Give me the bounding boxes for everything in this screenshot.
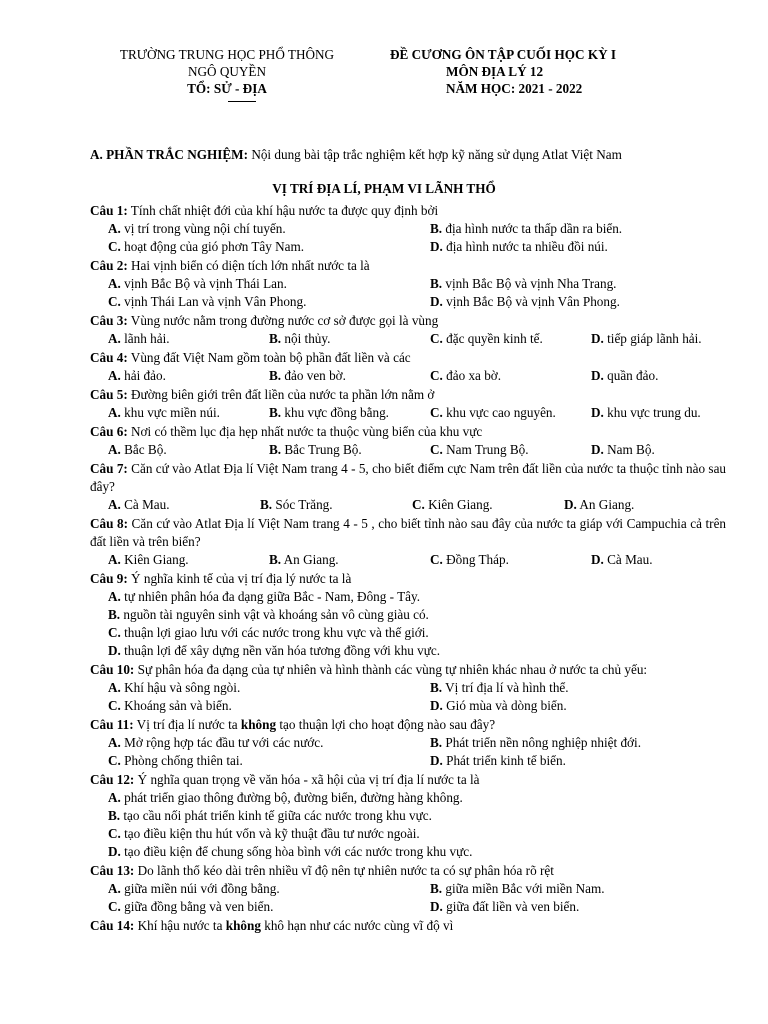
option-text: vịnh Bắc Bộ và vịnh Nha Trang. (442, 276, 617, 291)
option-letter: B. (269, 368, 282, 383)
option-letter: A. (108, 552, 121, 567)
option-text: quần đảo. (603, 368, 659, 383)
option-letter: A. (108, 331, 121, 346)
answer-option (108, 624, 728, 642)
option-text: giữa đất liền và ven biển. (442, 899, 580, 914)
document-title: ĐỀ CƯƠNG ÔN TẬP CUỐI HỌC KỲ I (390, 47, 617, 62)
option-letter: D. (430, 294, 443, 309)
answer-option (430, 238, 730, 256)
school-name-line2: NGÔ QUYỀN (187, 64, 267, 79)
question-number: Câu 7: (90, 461, 128, 476)
answer-option (430, 275, 730, 293)
question-text: Vị trí địa lí nước ta (133, 717, 241, 732)
option-text: Khoáng sản và biển. (120, 698, 232, 713)
section-title: VỊ TRÍ ĐỊA LÍ, PHẠM VI LÃNH THỔ (272, 181, 496, 196)
question-stem (90, 312, 726, 330)
answer-options (90, 551, 726, 569)
answer-option (591, 551, 741, 569)
option-text: tạo điều kiện để chung sống hòa bình với các nước trong khu vực. (120, 844, 473, 859)
option-letter: B. (430, 221, 443, 236)
option-letter: C. (430, 442, 443, 457)
option-text: An Giang. (576, 497, 635, 512)
answer-options (90, 679, 726, 715)
question-stem (90, 862, 726, 880)
option-text: Đồng Tháp. (442, 552, 509, 567)
answer-options (90, 220, 726, 256)
answer-option (430, 441, 591, 459)
answer-option (108, 496, 260, 514)
answer-option (108, 220, 430, 238)
option-text: Mở rộng hợp tác đầu tư với các nước. (120, 735, 324, 750)
answer-options (90, 734, 726, 770)
option-text: địa hình nước ta thấp dần ra biển. (442, 221, 623, 236)
answer-option (430, 752, 730, 770)
answer-option (108, 789, 728, 807)
option-letter: D. (108, 643, 121, 658)
option-text: địa hình nước ta nhiều đồi núi. (442, 239, 608, 254)
answer-option (269, 330, 430, 348)
answer-option (108, 697, 430, 715)
option-letter: C. (430, 405, 443, 420)
answer-option (430, 697, 730, 715)
question-number: Câu 8: (90, 516, 128, 531)
option-letter: C. (412, 497, 425, 512)
question-number: Câu 6: (90, 424, 128, 439)
option-text: vị trí trong vùng nội chí tuyến. (120, 221, 286, 236)
answer-options (90, 496, 726, 514)
question-text: Nơi có thềm lục địa hẹp nhất nước ta thuộc vùng biển của khu vực (127, 424, 483, 439)
answer-option (108, 551, 269, 569)
option-letter: C. (430, 552, 443, 567)
answer-option (591, 404, 741, 422)
answer-option (108, 588, 728, 606)
option-letter: A. (108, 735, 121, 750)
document-header (390, 46, 730, 97)
question-stem (90, 917, 726, 935)
answer-option (591, 330, 741, 348)
option-text: lãnh hải. (120, 331, 170, 346)
subject-title: MÔN ĐỊA LÝ 12 (446, 64, 544, 79)
option-text: Cà Mau. (603, 552, 653, 567)
answer-option (269, 551, 430, 569)
option-letter: A. (108, 881, 121, 896)
answer-options (90, 367, 726, 385)
answer-option (430, 293, 730, 311)
option-letter: C. (430, 368, 443, 383)
answer-option (108, 734, 430, 752)
question-7 (90, 460, 726, 514)
question-stem (90, 570, 726, 588)
option-letter: D. (591, 552, 604, 567)
option-letter: B. (269, 331, 282, 346)
answer-option (430, 404, 591, 422)
question-text: tạo thuận lợi cho hoạt động nào sau đây? (276, 717, 496, 732)
option-text: vịnh Bắc Bộ và vịnh Thái Lan. (120, 276, 287, 291)
option-text: thuận lợi giao lưu với các nước trong khu vực và thế giới. (120, 625, 429, 640)
option-text: đảo ven bờ. (281, 368, 346, 383)
answer-option (108, 642, 728, 660)
answer-option (108, 293, 430, 311)
answer-option (564, 496, 714, 514)
option-letter: C. (108, 899, 121, 914)
option-text: hoạt động của gió phơn Tây Nam. (120, 239, 305, 254)
answer-options (90, 789, 726, 861)
option-letter: A. (108, 221, 121, 236)
question-10 (90, 661, 726, 715)
question-8 (90, 515, 726, 569)
option-letter: D. (591, 442, 604, 457)
answer-option (108, 275, 430, 293)
option-letter: B. (269, 405, 282, 420)
option-letter: C. (108, 826, 121, 841)
option-text: Cà Mau. (120, 497, 170, 512)
question-6 (90, 423, 726, 459)
question-emphasis: không (225, 918, 261, 933)
answer-option (430, 679, 730, 697)
option-text: giữa đồng bằng và ven biển. (120, 899, 274, 914)
option-letter: C. (108, 294, 121, 309)
question-9 (90, 570, 726, 660)
answer-option (108, 898, 430, 916)
answer-option (108, 807, 728, 825)
answer-option (591, 441, 741, 459)
option-letter: A. (108, 405, 121, 420)
question-number: Câu 1: (90, 203, 128, 218)
option-text: hải đảo. (120, 368, 166, 383)
answer-option (591, 367, 741, 385)
answer-option (430, 367, 591, 385)
option-text: giữa miền núi với đồng bằng. (120, 881, 280, 896)
option-text: tạo điều kiện thu hút vốn và kỹ thuật đầu tư nước ngoài. (120, 826, 420, 841)
option-text: đặc quyền kinh tế. (442, 331, 543, 346)
option-letter: D. (591, 405, 604, 420)
option-letter: B. (108, 808, 121, 823)
answer-option (108, 880, 430, 898)
option-text: khu vực cao nguyên. (442, 405, 556, 420)
question-number: Câu 3: (90, 313, 128, 328)
question-stem (90, 771, 726, 789)
question-14 (90, 917, 726, 935)
answer-option (430, 330, 591, 348)
option-letter: C. (108, 239, 121, 254)
question-text: Căn cứ vào Atlat Địa lí Việt Nam trang 4 - 5 , cho biết tỉnh nào sau đây của nước ta giáp với Campuchia cả trên đất liền và trên biển? (90, 516, 727, 549)
answer-options (90, 330, 726, 348)
answer-options (90, 880, 726, 916)
answer-option (108, 752, 430, 770)
answer-option (269, 404, 430, 422)
option-text: tiếp giáp lãnh hải. (603, 331, 702, 346)
option-text: Khí hậu và sông ngòi. (120, 680, 241, 695)
option-text: Vị trí địa lí và hình thể. (442, 680, 569, 695)
question-text: Khí hậu nước ta (134, 918, 226, 933)
question-text: Vùng nước nằm trong đường nước cơ sở được gọi là vùng (127, 313, 439, 328)
option-text: An Giang. (281, 552, 339, 567)
option-letter: D. (430, 753, 443, 768)
question-text: Tính chất nhiệt đới của khí hậu nước ta được quy định bởi (127, 203, 439, 218)
question-stem (90, 716, 726, 734)
question-number: Câu 13: (90, 863, 135, 878)
option-text: giữa miền Bắc với miền Nam. (442, 881, 605, 896)
option-text: phát triển giao thông đường bộ, đường biển, đường hàng không. (120, 790, 463, 805)
question-number: Câu 14: (90, 918, 135, 933)
section-intro-label: A. PHẦN TRẮC NGHIỆM: (90, 147, 249, 162)
header-divider (228, 101, 256, 102)
option-letter: C. (108, 698, 121, 713)
question-text: Đường biên giới trên đất liền của nước ta phần lớn nằm ở (127, 387, 435, 402)
option-letter: D. (108, 844, 121, 859)
question-text: Căn cứ vào Atlat Địa lí Việt Nam trang 4 - 5, cho biết điểm cực Nam trên đất liền của nước ta thuộc tỉnh nào sau đây? (90, 461, 727, 494)
option-letter: A. (108, 368, 121, 383)
option-letter: A. (108, 589, 121, 604)
question-stem (90, 349, 726, 367)
question-number: Câu 5: (90, 387, 128, 402)
answer-option (108, 330, 269, 348)
answer-option (269, 367, 430, 385)
question-text: khô hạn như các nước cùng vĩ độ vì (260, 918, 454, 933)
answer-options (90, 275, 726, 311)
option-letter: A. (108, 442, 121, 457)
option-text: tự nhiên phân hóa đa dạng giữa Bắc - Nam, Đông - Tây. (120, 589, 421, 604)
option-letter: D. (591, 368, 604, 383)
answer-option (412, 496, 564, 514)
option-letter: C. (108, 753, 121, 768)
question-13 (90, 862, 726, 916)
option-letter: A. (108, 680, 121, 695)
question-number: Câu 11: (90, 717, 134, 732)
question-stem (90, 386, 726, 404)
question-text: Hai vịnh biển có diện tích lớn nhất nước ta là (127, 258, 370, 273)
question-stem (90, 257, 726, 275)
department-name: TỔ: SỬ - ĐỊA (187, 81, 267, 96)
option-text: Sóc Trăng. (272, 497, 333, 512)
option-letter: D. (430, 899, 443, 914)
question-5 (90, 386, 726, 422)
option-letter: B. (430, 680, 443, 695)
option-letter: C. (108, 625, 121, 640)
answer-option (108, 825, 728, 843)
option-letter: A. (108, 276, 121, 291)
option-text: Phát triển nền nông nghiệp nhiệt đới. (442, 735, 641, 750)
answer-option (108, 679, 430, 697)
question-text: Do lãnh thổ kéo dài trên nhiều vĩ độ nên tự nhiên nước ta có sự phân hóa rõ rệt (134, 863, 554, 878)
option-letter: B. (260, 497, 273, 512)
question-text: Ý nghĩa quan trọng về văn hóa - xã hội của vị trí địa lí nước ta là (134, 772, 480, 787)
question-text: Vùng đất Việt Nam gồm toàn bộ phần đất liền và các (127, 350, 411, 365)
question-12 (90, 771, 726, 861)
option-text: Bắc Bộ. (120, 442, 167, 457)
option-letter: C. (430, 331, 443, 346)
answer-option (430, 734, 730, 752)
question-stem (90, 460, 726, 496)
option-text: tạo cầu nối phát triển kinh tế giữa các nước trong khu vực. (120, 808, 432, 823)
school-year: NĂM HỌC: 2021 - 2022 (446, 81, 583, 96)
option-letter: B. (269, 552, 282, 567)
question-number: Câu 12: (90, 772, 135, 787)
question-number: Câu 2: (90, 258, 128, 273)
option-text: Kiên Giang. (424, 497, 493, 512)
option-letter: D. (430, 239, 443, 254)
answer-option (108, 367, 269, 385)
option-text: vịnh Thái Lan và vịnh Vân Phong. (120, 294, 307, 309)
question-text: Sự phân hóa đa dạng của tự nhiên và hình thành các vùng tự nhiên khác nhau ở nước ta chủ yếu: (134, 662, 648, 677)
option-text: đảo xa bờ. (442, 368, 502, 383)
answer-option (430, 551, 591, 569)
option-text: thuận lợi để xây dựng nền văn hóa tương đồng với khu vực. (120, 643, 441, 658)
option-letter: D. (430, 698, 443, 713)
option-text: nguồn tài nguyên sinh vật và khoáng sản vô cùng giàu có. (120, 607, 429, 622)
question-emphasis: không (240, 717, 277, 732)
answer-options (90, 404, 726, 422)
option-letter: B. (108, 607, 121, 622)
option-letter: A. (108, 790, 121, 805)
question-number: Câu 4: (90, 350, 128, 365)
answer-option (108, 238, 430, 256)
option-letter: B. (430, 881, 443, 896)
section-intro (90, 146, 730, 164)
answer-option (108, 843, 728, 861)
question-number: Câu 10: (90, 662, 135, 677)
question-list (90, 202, 726, 936)
option-text: vịnh Bắc Bộ và vịnh Vân Phong. (442, 294, 620, 309)
question-2 (90, 257, 726, 311)
option-letter: A. (108, 497, 121, 512)
question-4 (90, 349, 726, 385)
school-header (92, 46, 362, 97)
answer-option (260, 496, 412, 514)
option-letter: D. (591, 331, 604, 346)
option-text: nội thủy. (281, 331, 331, 346)
question-text: Ý nghĩa kinh tế của vị trí địa lý nước ta là (127, 571, 352, 586)
answer-options (90, 588, 726, 660)
option-letter: B. (269, 442, 282, 457)
option-text: khu vực miền núi. (120, 405, 220, 420)
option-text: khu vực trung du. (603, 405, 701, 420)
option-text: Bắc Trung Bộ. (281, 442, 362, 457)
option-text: Phát triển kinh tế biển. (442, 753, 566, 768)
option-letter: D. (564, 497, 577, 512)
answer-option (108, 441, 269, 459)
option-letter: B. (430, 735, 443, 750)
answer-option (430, 898, 730, 916)
answer-option (108, 606, 728, 624)
question-stem (90, 661, 726, 679)
option-text: Nam Bộ. (603, 442, 655, 457)
answer-option (269, 441, 430, 459)
option-letter: B. (430, 276, 443, 291)
option-text: Nam Trung Bộ. (442, 442, 529, 457)
question-11 (90, 716, 726, 770)
option-text: Kiên Giang. (120, 552, 189, 567)
question-stem (90, 515, 726, 551)
question-number: Câu 9: (90, 571, 128, 586)
question-stem (90, 423, 726, 441)
answer-option (430, 880, 730, 898)
question-1 (90, 202, 726, 256)
question-stem (90, 202, 726, 220)
option-text: khu vực đồng bằng. (281, 405, 389, 420)
answer-option (430, 220, 730, 238)
option-text: Phòng chống thiên tai. (120, 753, 243, 768)
answer-option (108, 404, 269, 422)
school-name-line1: TRƯỜNG TRUNG HỌC PHỔ THÔNG (119, 47, 335, 62)
answer-options (90, 441, 726, 459)
section-intro-text: Nội dung bài tập trắc nghiệm kết hợp kỹ năng sử dụng Atlat Việt Nam (248, 147, 622, 162)
question-3 (90, 312, 726, 348)
option-text: Gió mùa và dòng biển. (442, 698, 567, 713)
